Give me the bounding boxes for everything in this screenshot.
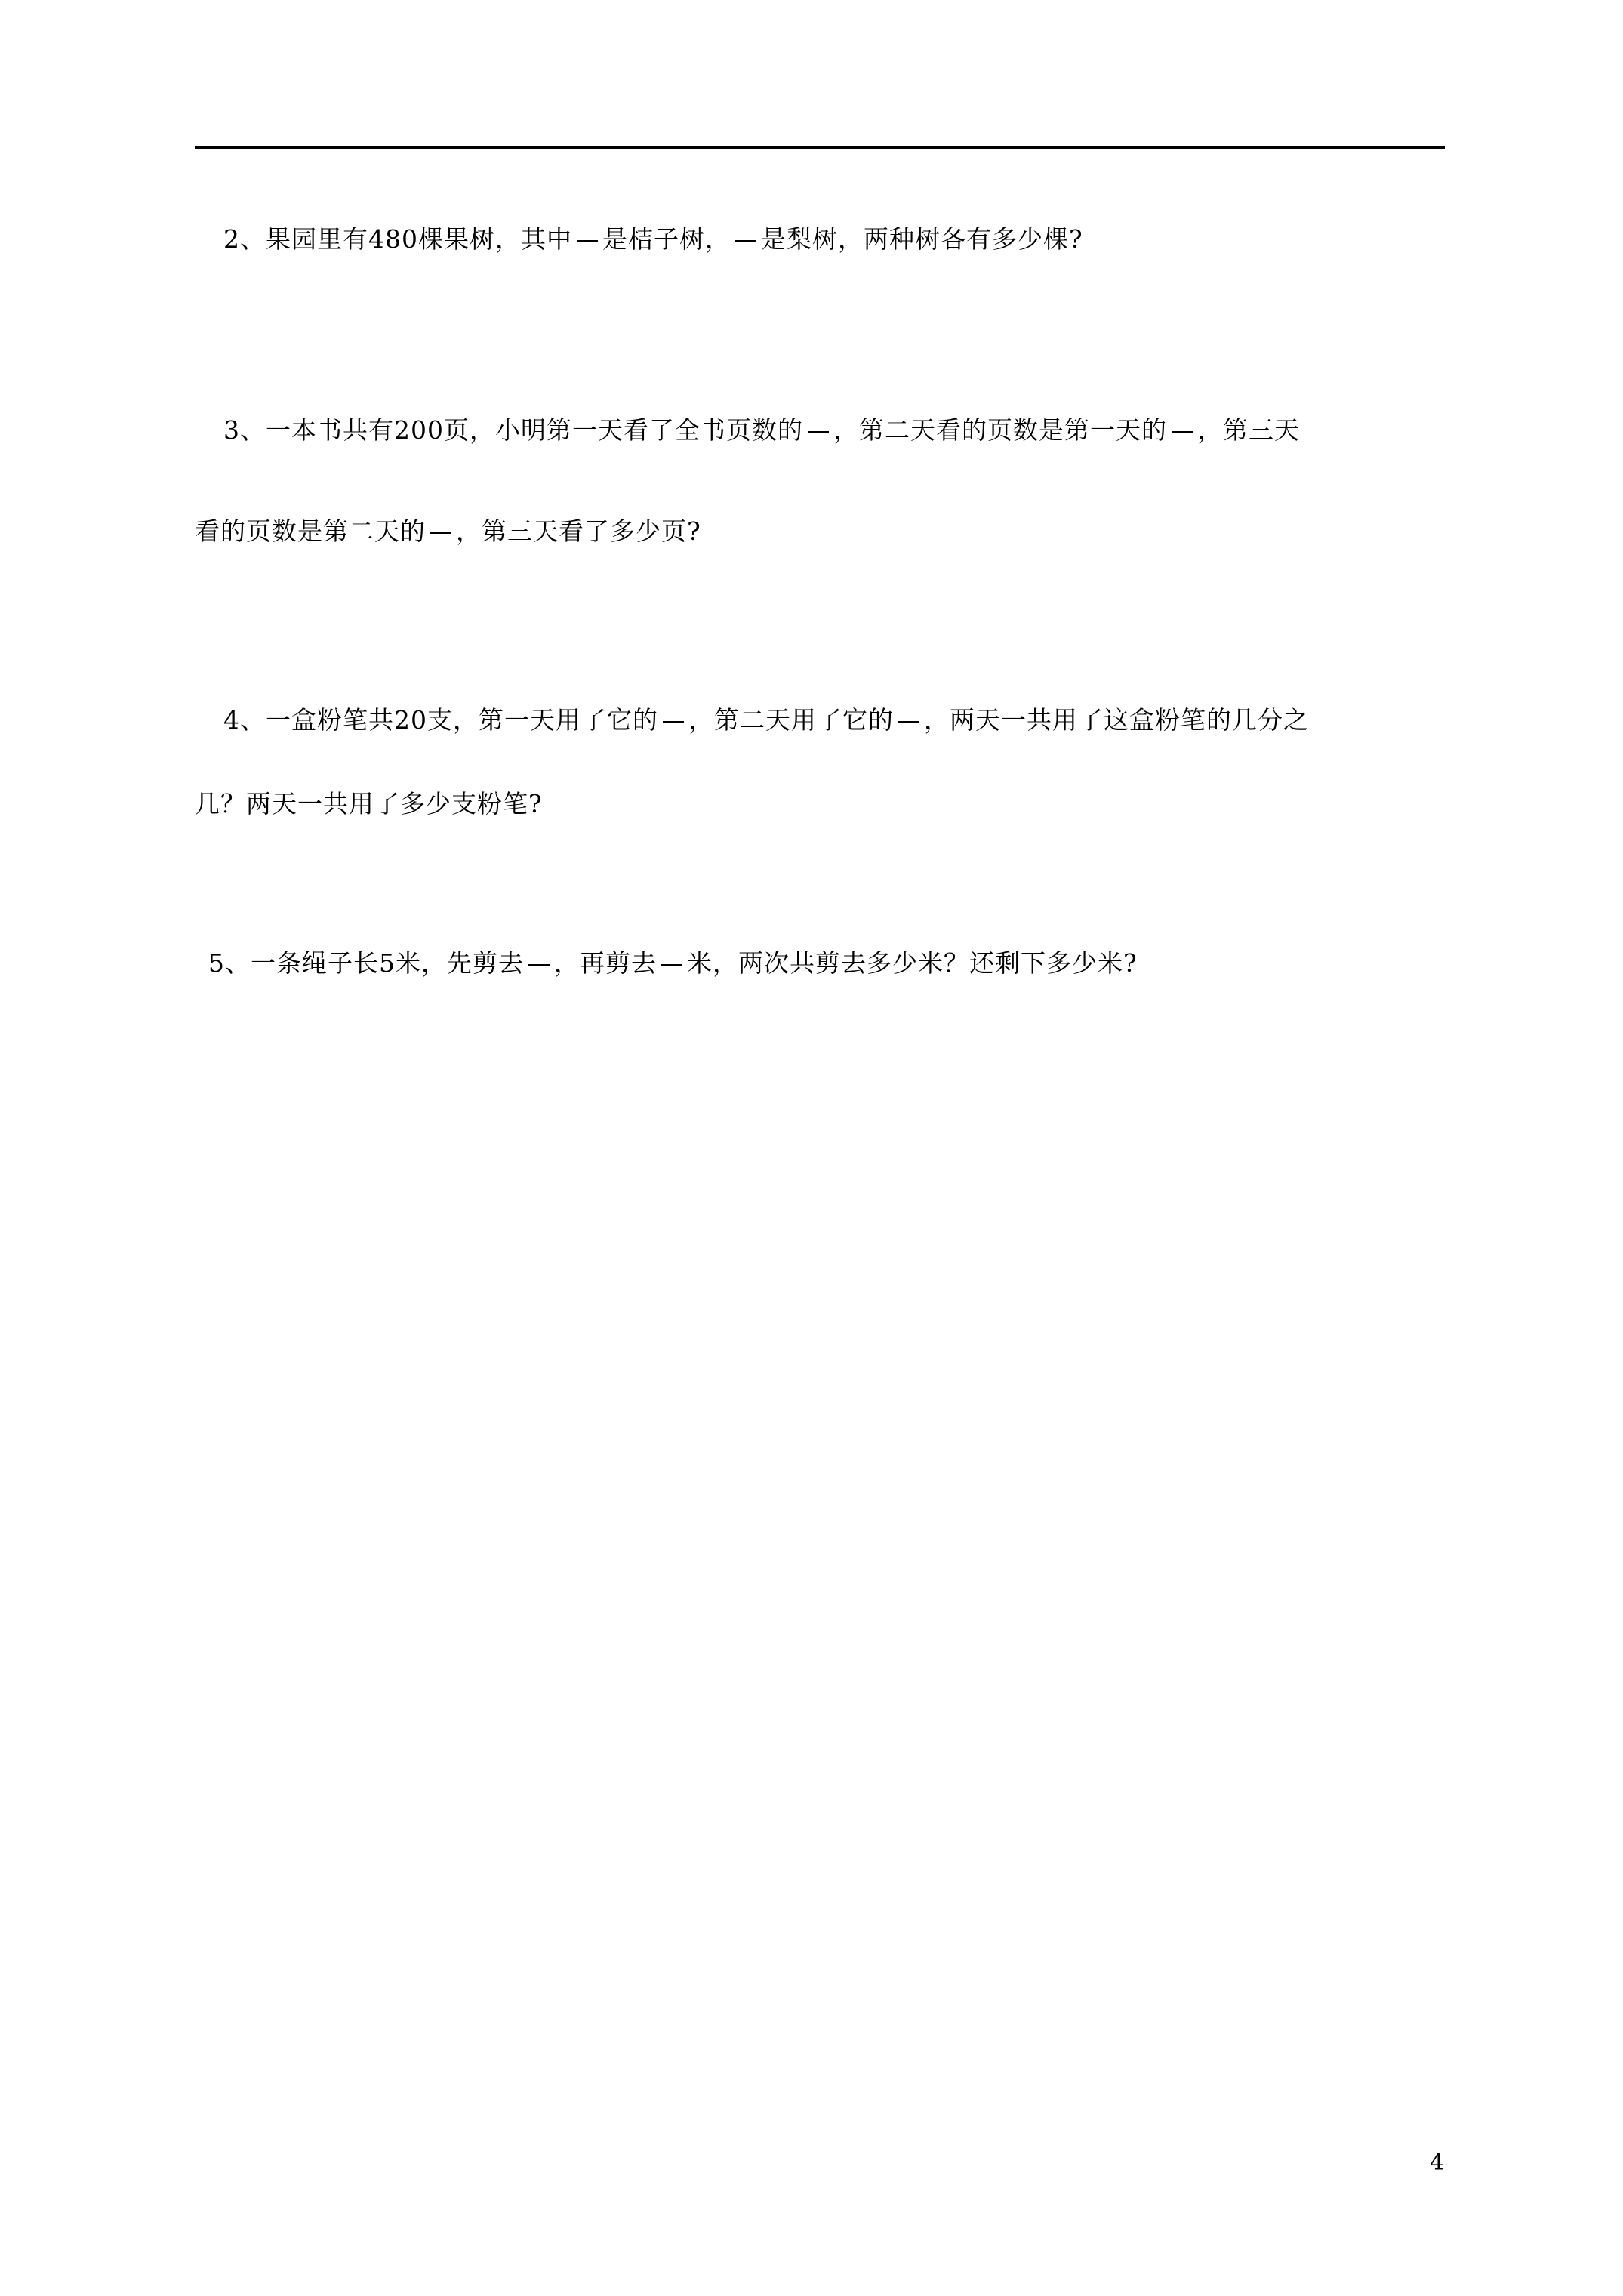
problem-4-text-a: 4、一盒粉笔共20支，第一天用了它的 [223,705,658,735]
problem-3-line-2 [195,515,701,548]
header-rule [195,146,1445,149]
fraction-blank [430,532,451,534]
problem-3-text-b: ，第二天看的页数是第一天的 [833,415,1167,445]
fraction-blank [735,240,756,242]
problem-4-text-b: ，第二天用了它的 [688,705,894,735]
problem-4-text-c: ，两天一共用了这盒粉笔的几分之 [924,705,1309,735]
page-number: 4 [1430,2150,1445,2176]
problem-2-text-a: 2、果园里有480棵果树，其中 [223,224,572,254]
problem-3-text-e: ，第三天看了多少页? [456,516,701,546]
problem-5-line-1 [208,947,1138,980]
problem-3-text-d: 看的页数是第二天的 [195,516,426,546]
problem-3-text-a: 3、一本书共有200页，小明第一天看了全书页数的 [223,415,803,445]
problem-2-text-b: 是桔子树， [602,224,731,254]
fraction-blank [577,240,598,242]
problem-2-line-1 [223,223,1083,256]
problem-5-text-b: ，再剪去 [554,948,657,978]
problem-3-line-1 [223,414,1300,447]
fraction-blank [528,964,550,966]
fraction-blank [1172,431,1193,433]
fraction-blank [661,964,682,966]
problem-3-text-c: ，第三天 [1196,415,1300,445]
problem-4-text-d: 几？两天一共用了多少支粉笔? [195,789,543,818]
problem-5-text-a: 5、一条绳子长5米，先剪去 [208,948,524,978]
problem-5-text-c: 米，两次共剪去多少米？还剩下多少米? [687,948,1138,978]
fraction-blank [898,721,919,723]
problem-4-line-2 [195,787,543,821]
fraction-blank [663,721,684,723]
fraction-blank [808,431,829,433]
problem-2-text-c: 是梨树，两种树各有多少棵? [760,224,1083,254]
problem-4-line-1 [223,704,1309,737]
